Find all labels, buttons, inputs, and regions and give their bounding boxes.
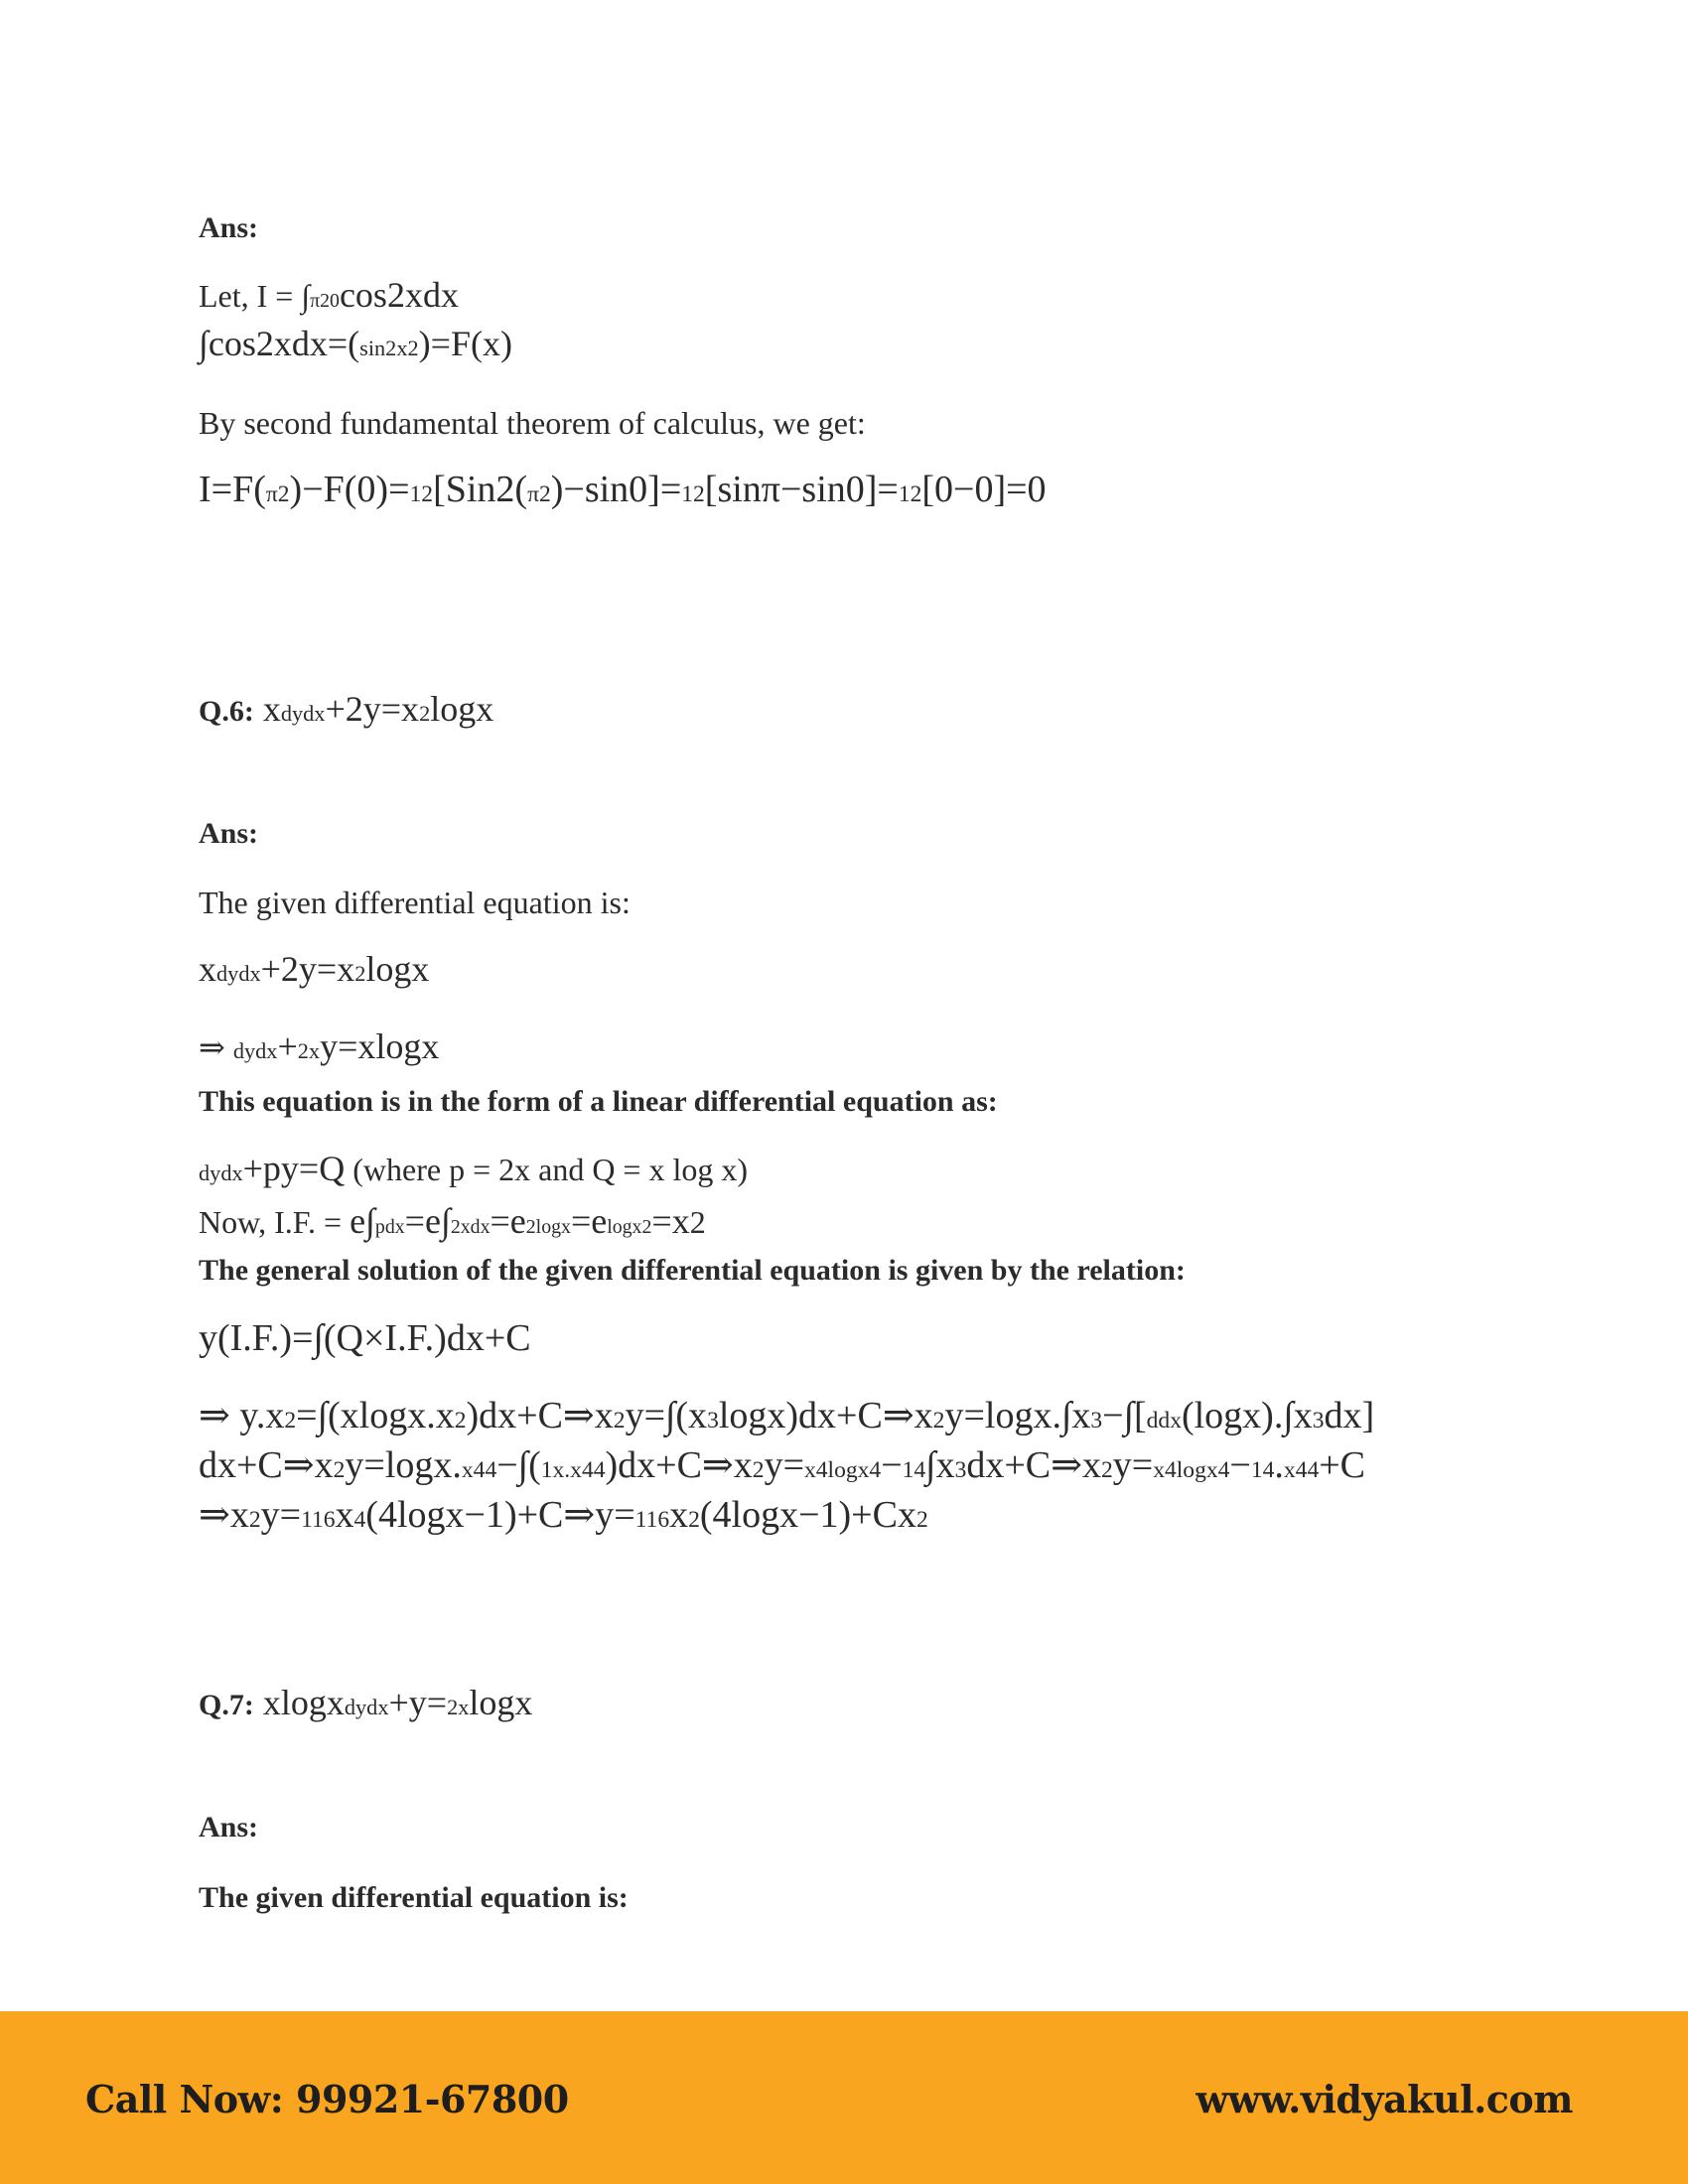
call-now-text[interactable]: Call Now: 99921-67800 xyxy=(85,2077,569,2121)
linear-form-equation: dydx+py=Q (where p = 2x and Q = x log x) xyxy=(199,1149,749,1188)
general-solution-text: The general solution of the given differential equation is given by the relation: xyxy=(199,1254,1186,1287)
ans-label-2: Ans: xyxy=(199,817,259,850)
question-6: Q.6: xdydx+2y=x2logx xyxy=(199,689,494,729)
result-equation: I=F(π2)−F(0)=12[Sin2(π2)−sin0]=12[sinπ−sin0]=12[0−0]=0 xyxy=(199,469,1047,510)
general-solution-equation: y(I.F.)=∫(Q×I.F.)dx+C xyxy=(199,1317,531,1359)
let-statement: Let, I = ∫π20cos2xdx xyxy=(199,275,459,315)
linear-form-text: This equation is in the form of a linear differential equation as: xyxy=(199,1085,998,1118)
integrating-factor: Now, I.F. = e∫pdx=e∫2xdx=e2logx=elogx2=x2 xyxy=(199,1201,706,1241)
question-6-label: Q.6: xyxy=(199,695,254,728)
equation-6: xdydx+2y=x2logx xyxy=(199,949,430,989)
integral-line: ∫cos2xdx=(sin2x2)=F(x) xyxy=(199,324,512,363)
ans-label-3: Ans: xyxy=(199,1811,259,1843)
footer-banner xyxy=(0,2011,1688,2184)
website-link[interactable]: www.vidyakul.com xyxy=(1196,2077,1573,2121)
theorem-text: By second fundamental theorem of calculus, we get: xyxy=(199,405,866,441)
implies-line: ⇒ dydx+2xy=xlogx xyxy=(199,1026,440,1066)
given-text-7: The given differential equation is: xyxy=(199,1881,629,1914)
ans-label-1: Ans: xyxy=(199,211,259,244)
solution-line-1: ⇒ y.x2=∫(xlogx.x2)dx+C⇒x2y=∫(x3logx)dx+C⇒x2y=logx.∫x3−∫[ddx(logx).∫x3dx] xyxy=(199,1395,1375,1436)
solution-line-2: dx+C⇒x2y=logx.x44−∫(1x.x44)dx+C⇒x2y=x4logx4−14∫x3dx+C⇒x2y=x4logx4−14.x44+C xyxy=(199,1444,1365,1486)
given-text-6: The given differential equation is: xyxy=(199,885,631,920)
question-7-label: Q.7: xyxy=(199,1689,254,1721)
solution-line-3: ⇒x2y=116x4(4logx−1)+C⇒y=116x2(4logx−1)+Cx2 xyxy=(199,1494,928,1536)
question-7: Q.7: xlogxdydx+y=2xlogx xyxy=(199,1683,533,1722)
